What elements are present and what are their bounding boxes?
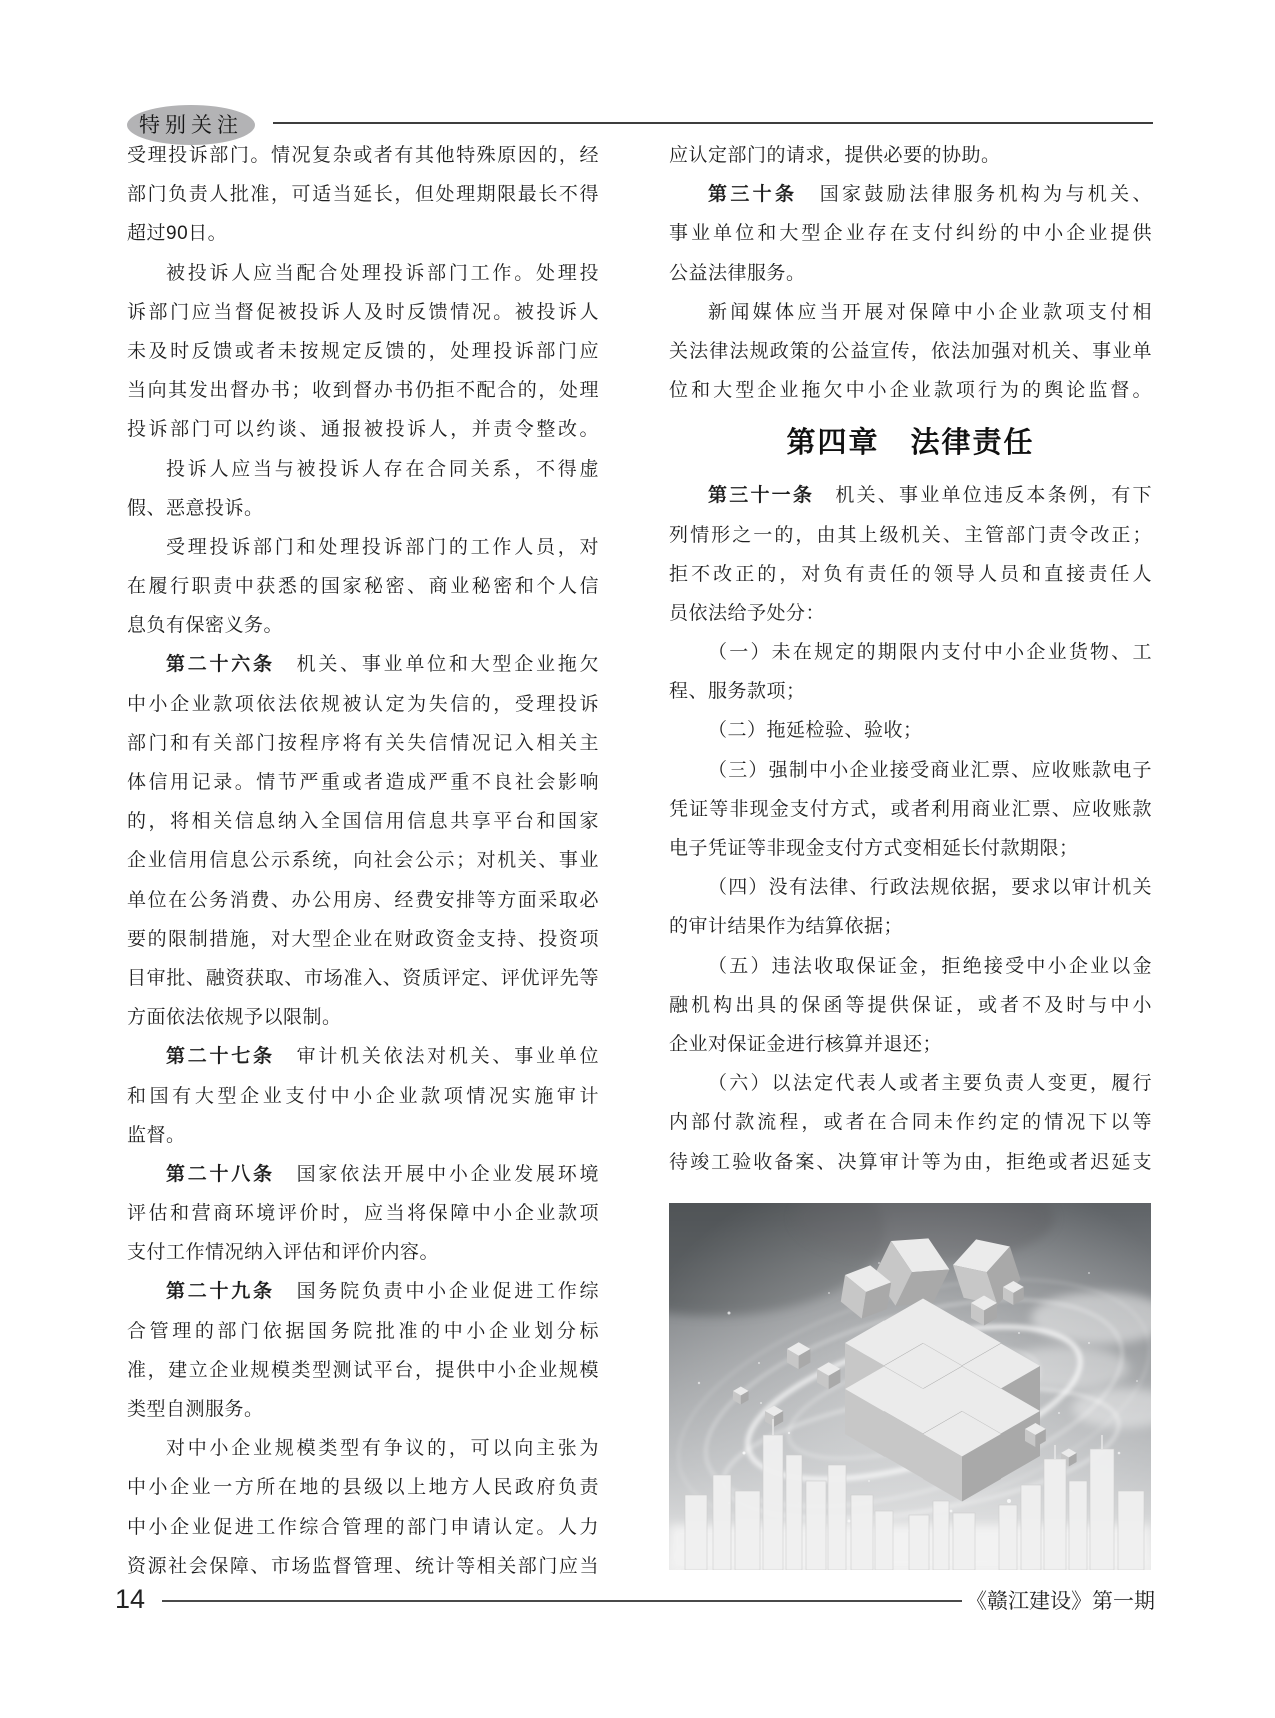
text-line: （六）以法定代表人或者主要负责人变更，履行 <box>708 1073 1152 1095</box>
text-line: 受理投诉部门。情况复杂或者有其他特殊原因的，经 <box>127 145 599 166</box>
text-line: 要的限制措施，对大型企业在财政资金支持、投资项 <box>127 928 599 950</box>
chapter-heading: 第四章 法律责任 <box>786 427 1035 460</box>
text-line: 体信用记录。情节严重或者造成严重不良社会影响 <box>127 772 599 793</box>
text-line: 电子凭证等非现金支付方式变相延长付款期限； <box>669 838 1079 859</box>
text-line: 第三十一条 机关、事业单位违反本条例，有下 <box>708 485 1152 507</box>
text-line: 列情形之一的，由其上级机关、主管部门责令改正； <box>669 524 1152 546</box>
text-line: 受理投诉部门和处理投诉部门的工作人员，对 <box>166 536 599 558</box>
text-line: 当向其发出督办书；收到督办书仍拒不配合的，处理 <box>127 380 599 402</box>
text-line: 第二十七条 审计机关依法对机关、事业单位 <box>166 1046 599 1068</box>
text-line: 未及时反馈或者未按规定反馈的，处理投诉部门应 <box>127 340 599 362</box>
text-line: 关法律法规政策的公益宣传，依法加强对机关、事业单 <box>669 340 1152 362</box>
text-line: 监督。 <box>127 1124 186 1146</box>
text-line: 投诉人应当与被投诉人存在合同关系，不得虚 <box>166 458 599 480</box>
header-rule <box>273 122 1153 124</box>
text-line: 凭证等非现金支付方式，或者利用商业汇票、应收账款 <box>669 798 1152 820</box>
text-line: 第二十九条 国务院负责中小企业促进工作综 <box>166 1281 599 1303</box>
right-column-text-top <box>669 136 1152 410</box>
article-number: 第二十七条 <box>166 1046 275 1068</box>
text-line: 第三十条 国家鼓励法律服务机构为与机关、 <box>708 184 1152 206</box>
text-line: 评估和营商环境评价时，应当将保障中小企业款项 <box>127 1203 599 1225</box>
text-line: （三）强制中小企业接受商业汇票、应收账款电子 <box>708 759 1152 781</box>
text-line: （二）拖延检验、验收； <box>708 720 923 742</box>
page-number: 14 <box>115 1584 146 1614</box>
text-line: 的审计结果作为结算依据； <box>669 916 904 938</box>
text-line: 和国有大型企业支付中小企业款项情况实施审计 <box>127 1085 599 1107</box>
text-line: 的，将相关信息纳入全国信用信息共享平台和国家 <box>127 811 599 833</box>
article-number: 第三十一条 <box>708 485 815 507</box>
text-line: 企业信用信息公示系统，向社会公示；对机关、事业 <box>127 850 599 872</box>
text-line: 中小企业款项依法依规被认定为失信的，受理投诉 <box>127 693 599 715</box>
article-number: 第二十六条 <box>166 654 275 676</box>
text-line: 类型自测服务。 <box>127 1399 264 1420</box>
text-line: 目审批、融资获取、市场准入、资质评定、评优评先等 <box>127 967 599 989</box>
text-line: 待竣工验收备案、决算审计等为由，拒绝或者迟延支 <box>669 1151 1152 1173</box>
text-line: （一）未在规定的期限内支付中小企业货物、工 <box>708 642 1152 664</box>
left-column-text <box>127 136 599 1586</box>
text-line: 假、恶意投诉。 <box>127 497 264 519</box>
text-line: 超过90日。 <box>127 223 228 245</box>
text-line: 新闻媒体应当开展对保障中小企业款项支付相 <box>708 301 1152 323</box>
article-number: 第二十九条 <box>166 1281 275 1303</box>
right-column <box>669 136 1152 1182</box>
text-line: 被投诉人应当配合处理投诉部门工作。处理投 <box>166 262 599 284</box>
illustration-graphic <box>669 1203 1151 1570</box>
text-line: （四）没有法律、行政法规依据，要求以审计机关 <box>708 877 1152 899</box>
text-line: 准，建立企业规模类型测试平台，提供中小企业规模 <box>127 1359 599 1381</box>
article-number: 第二十八条 <box>166 1163 275 1185</box>
text-line: 程、服务款项； <box>669 681 806 703</box>
text-line: （五）违法收取保证金，拒绝接受中小企业以金 <box>708 955 1152 977</box>
text-line: 资源社会保障、市场监督管理、统计等相关部门应当 <box>127 1555 599 1577</box>
cubes-cityscape-illustration <box>669 1203 1151 1570</box>
article-number: 第三十条 <box>708 184 798 206</box>
journal-issue-title: 《赣江建设》第一期 <box>966 1589 1155 1613</box>
text-line: 第二十八条 国家依法开展中小企业发展环境 <box>166 1163 599 1185</box>
text-line: 合管理的部门依据国务院批准的中小企业划分标 <box>127 1320 599 1342</box>
text-line: 投诉部门可以约谈、通报被投诉人，并责令整改。 <box>127 419 599 441</box>
text-line: 部门负责人批准，可适当延长，但处理期限最长不得 <box>127 184 599 206</box>
text-line: 员依法给予处分： <box>669 602 826 624</box>
text-line: 应认定部门的请求，提供必要的协助。 <box>669 145 1001 166</box>
text-line: 诉部门应当督促被投诉人及时反馈情况。被投诉人 <box>127 301 599 323</box>
footer-rule <box>162 1600 962 1602</box>
text-line: 拒不改正的，对负有责任的领导人员和直接责任人 <box>669 563 1152 585</box>
text-line: 在履行职责中获悉的国家秘密、商业秘密和个人信 <box>127 576 599 598</box>
left-column <box>127 136 599 1586</box>
text-line: 企业对保证金进行核算并退还； <box>669 1033 943 1055</box>
text-line: 事业单位和大型企业存在支付纠纷的中小企业提供 <box>669 223 1152 245</box>
text-line: 融机构出具的保函等提供保证，或者不及时与中小 <box>669 994 1152 1016</box>
text-line: 第二十六条 机关、事业单位和大型企业拖欠 <box>166 654 599 676</box>
text-line: 内部付款流程，或者在合同未作约定的情况下以等 <box>669 1112 1152 1134</box>
section-badge: 特别关注 <box>127 105 255 145</box>
right-column-text-bottom <box>669 476 1152 1181</box>
text-line: 位和大型企业拖欠中小企业款项行为的舆论监督。 <box>669 380 1152 402</box>
text-line: 公益法律服务。 <box>669 262 806 284</box>
text-line: 单位在公务消费、办公用房、经费安排等方面采取必 <box>127 889 599 911</box>
text-line: 中小企业促进工作综合管理的部门申请认定。人力 <box>127 1516 599 1538</box>
text-line: 支付工作情况纳入评估和评价内容。 <box>127 1242 440 1264</box>
text-line: 中小企业一方所在地的县级以上地方人民政府负责 <box>127 1477 599 1499</box>
text-line: 方面依法依规予以限制。 <box>127 1007 342 1029</box>
text-line: 对中小企业规模类型有争议的，可以向主张为 <box>166 1438 599 1460</box>
text-line: 部门和有关部门按程序将有关失信情况记入相关主 <box>127 732 599 754</box>
text-line: 息负有保密义务。 <box>127 615 284 637</box>
